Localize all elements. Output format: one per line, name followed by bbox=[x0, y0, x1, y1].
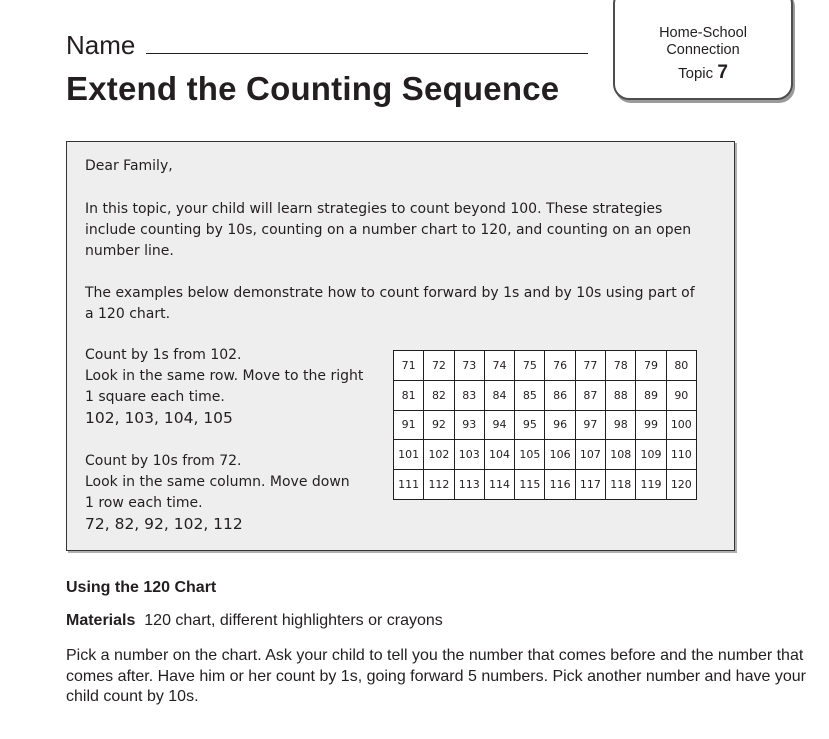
chart-cell: 104 bbox=[484, 440, 514, 470]
letter-paragraph-2: The examples below demonstrate how to count forward by 1s and by 10s using part of a 120 chart. bbox=[85, 285, 695, 322]
page-title: Extend the Counting Sequence bbox=[66, 70, 560, 107]
chart-cell: 106 bbox=[545, 440, 575, 470]
tab-topic bbox=[615, 62, 791, 84]
chart-cell: 99 bbox=[636, 410, 666, 440]
chart-cell: 90 bbox=[666, 380, 696, 410]
chart-cell: 80 bbox=[666, 351, 696, 381]
example2-line-3: 1 row each time. bbox=[85, 495, 203, 511]
chart-row bbox=[394, 351, 697, 381]
tab-line-2: Connection bbox=[666, 42, 740, 58]
chart-cell: 109 bbox=[636, 440, 666, 470]
chart-cell: 103 bbox=[454, 440, 484, 470]
chart-cell: 113 bbox=[454, 470, 484, 500]
chart-cell: 85 bbox=[515, 380, 545, 410]
chart-cell: 93 bbox=[454, 410, 484, 440]
chart-cell: 100 bbox=[666, 410, 696, 440]
chart-cell: 87 bbox=[575, 380, 605, 410]
chart-cell: 92 bbox=[424, 410, 454, 440]
example1-line-3: 1 square each time. bbox=[85, 389, 225, 405]
chart-cell: 120 bbox=[666, 470, 696, 500]
example1-line-1: Count by 1s from 102. bbox=[85, 347, 242, 363]
example1-line-2: Look in the same row. Move to the right bbox=[85, 368, 364, 384]
example2-line-2: Look in the same column. Move down bbox=[85, 474, 350, 490]
chart-cell: 98 bbox=[606, 410, 636, 440]
chart-cell: 108 bbox=[606, 440, 636, 470]
chart-cell: 112 bbox=[424, 470, 454, 500]
chart-row bbox=[394, 380, 697, 410]
chart-cell: 91 bbox=[394, 410, 424, 440]
chart-cell: 95 bbox=[515, 410, 545, 440]
chart-cell: 97 bbox=[575, 410, 605, 440]
chart-cell: 102 bbox=[424, 440, 454, 470]
chart-row bbox=[394, 440, 697, 470]
chart-cell: 88 bbox=[606, 380, 636, 410]
chart-cell: 86 bbox=[545, 380, 575, 410]
chart-cell: 116 bbox=[545, 470, 575, 500]
letter-paragraph-1: In this topic, your child will learn strategies to count beyond 100. These strategies include counting by 10s, counting on a number chart to 120, and counting on an open number line. bbox=[85, 201, 692, 259]
activity-instructions: Pick a number on the chart. Ask your child to tell you the number that comes before and the number that comes after. Have him or her count by 1s, going forward 5 numbers. Pick another number and have your child count by 10s. bbox=[66, 647, 806, 705]
tab-line-1: Home-School bbox=[659, 25, 747, 41]
chart-cell: 107 bbox=[575, 440, 605, 470]
materials-line bbox=[66, 612, 443, 630]
name-write-line bbox=[146, 53, 588, 54]
chart-cell: 111 bbox=[394, 470, 424, 500]
home-school-connection-tab bbox=[613, 0, 793, 100]
example2-line-1: Count by 10s from 72. bbox=[85, 453, 242, 469]
chart-cell: 74 bbox=[484, 351, 514, 381]
example-count-by-ones bbox=[85, 345, 385, 429]
chart-cell: 117 bbox=[575, 470, 605, 500]
chart-row bbox=[394, 410, 697, 440]
chart-cell: 94 bbox=[484, 410, 514, 440]
chart-cell: 105 bbox=[515, 440, 545, 470]
letter-greeting: Dear Family, bbox=[85, 158, 173, 174]
materials-label: Materials bbox=[66, 612, 136, 629]
materials-text: 120 chart, different highlighters or crayons bbox=[144, 612, 443, 629]
chart-cell: 81 bbox=[394, 380, 424, 410]
name-label: Name bbox=[66, 30, 136, 60]
chart-cell: 72 bbox=[424, 351, 454, 381]
chart-cell: 82 bbox=[424, 380, 454, 410]
chart-cell: 79 bbox=[636, 351, 666, 381]
section-heading: Using the 120 Chart bbox=[66, 579, 217, 596]
chart-cell: 76 bbox=[545, 351, 575, 381]
chart-cell: 114 bbox=[484, 470, 514, 500]
chart-cell: 119 bbox=[636, 470, 666, 500]
chart-cell: 84 bbox=[484, 380, 514, 410]
name-field-row bbox=[66, 30, 588, 60]
topic-label: Topic bbox=[678, 65, 714, 82]
chart-cell: 83 bbox=[454, 380, 484, 410]
chart-cell: 77 bbox=[575, 351, 605, 381]
chart-cell: 73 bbox=[454, 351, 484, 381]
chart-cell: 89 bbox=[636, 380, 666, 410]
family-letter-box bbox=[66, 141, 735, 551]
chart-cell: 110 bbox=[666, 440, 696, 470]
chart-cell: 96 bbox=[545, 410, 575, 440]
chart-cell: 78 bbox=[606, 351, 636, 381]
chart-cell: 118 bbox=[606, 470, 636, 500]
chart-cell: 101 bbox=[394, 440, 424, 470]
example1-sequence: 102, 103, 104, 105 bbox=[85, 409, 233, 427]
topic-number: 7 bbox=[717, 62, 728, 83]
chart-cell: 115 bbox=[515, 470, 545, 500]
partial-120-chart bbox=[393, 350, 697, 500]
chart-cell: 71 bbox=[394, 351, 424, 381]
chart-row bbox=[394, 470, 697, 500]
example2-sequence: 72, 82, 92, 102, 112 bbox=[85, 515, 243, 533]
example-count-by-tens bbox=[85, 451, 385, 535]
chart-cell: 75 bbox=[515, 351, 545, 381]
